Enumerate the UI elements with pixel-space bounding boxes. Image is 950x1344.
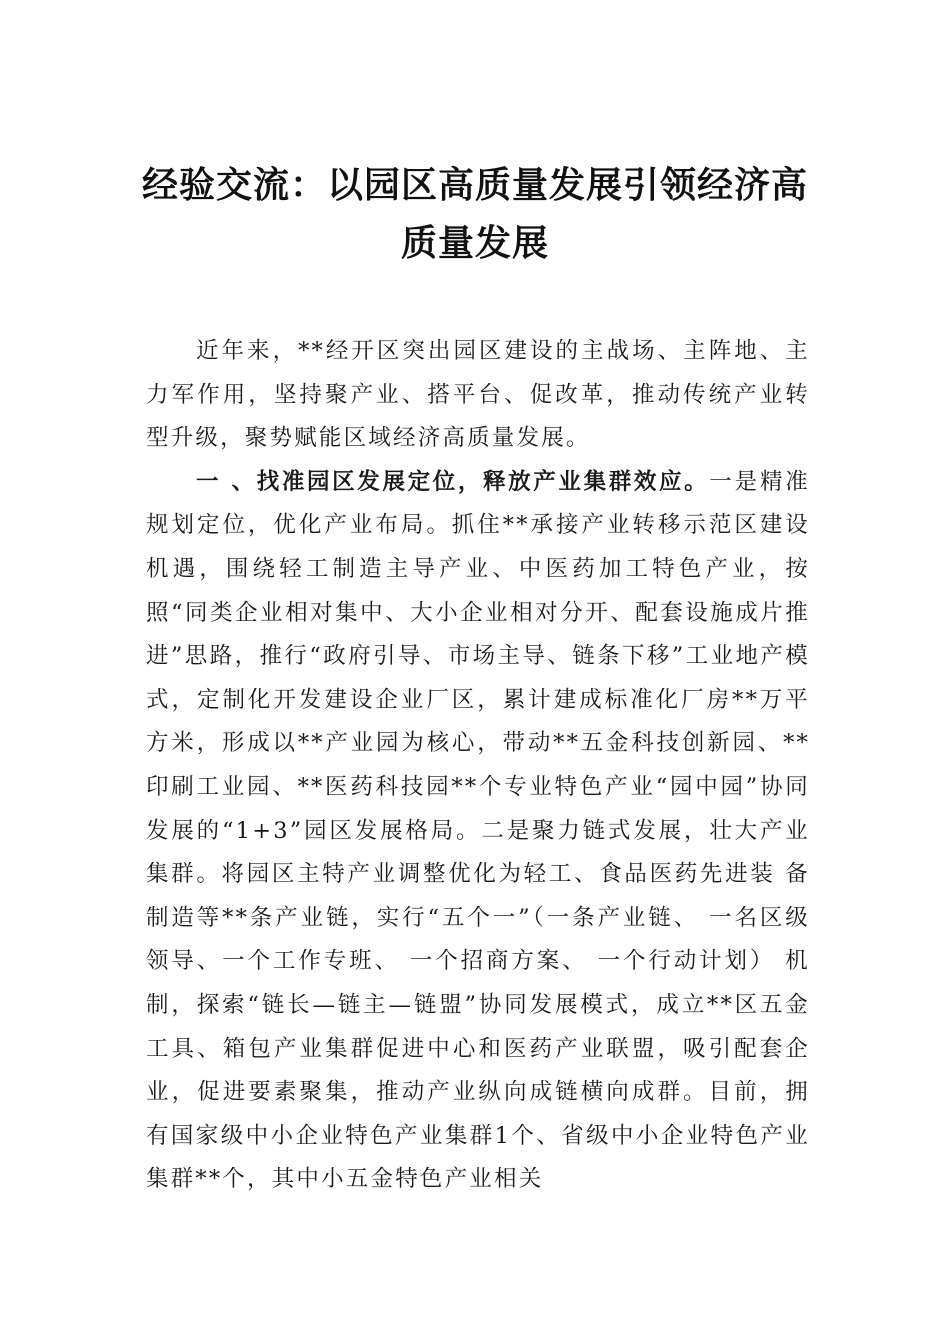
title-line-2: 质量发展	[400, 222, 549, 264]
document-body	[146, 330, 810, 1202]
title-line-1: 经验交流：以园区高质量发展引领经济高	[141, 164, 808, 206]
section-1-heading: 一 、找准园区发展定位，释放产业集群效应。	[196, 468, 710, 495]
document-title	[100, 156, 850, 272]
section-1-text: 一是精准规划定位，优化产业布局。抓住**承接产业转移示范区建设机遇，围绕轻工制造主导产业、中医药加工特色产业，按照“同类企业相对集中、大小企业相对分开、配套设施成片推进”思路，推行“政府引导、市场主导、链条下移”工业地产模式，定制化开发建设企业厂区，累计建成标准化厂房**万平方米，形成以**产业园为核心，带动**五金科技创新园、**印刷工业园、**医药科技园**个专业特色产业“园中园”协同发展的“1+3”园区发展格局。二是聚力链式发展，壮大产业集群。将园区主特产业调整优化为轻工、食品医药先进装 备制造等**条产业链，实行“五个一”（一条产业链、 一名区级领导、一个工作专班、 一个招商方案、 一个行动计划） 机制，探索“链长—链主—链盟”协同发展模式，成立**区五金工具、箱包产业集群促进中心和医药产业联盟，吸引配套企业，促进要素聚集，推动产业纵向成链横向成群。目前，拥有国家级中小企业特色产业集群1个、省级中小企业特色产业集群**个，其中小五金特色产业相关	[146, 468, 810, 1193]
intro-text: 近年来，**经开区突出园区建设的主战场、主阵地、主力军作用，坚持聚产业、搭平台、促改革，推动传统产业转型升级，聚势赋能区域经济高质量发展。	[146, 338, 810, 452]
intro-paragraph	[146, 330, 810, 461]
section-1-paragraph	[146, 461, 810, 1202]
